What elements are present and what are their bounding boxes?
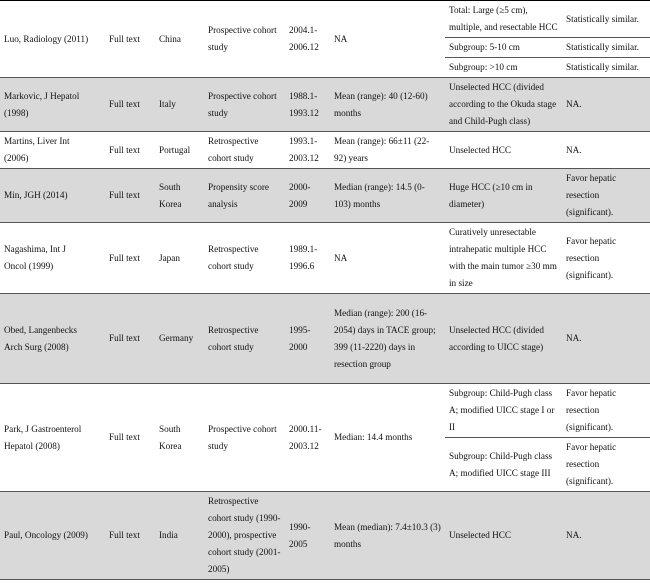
period-cell: 1995-2000 (285, 294, 330, 384)
result-cell: NA. (562, 492, 650, 580)
study-cell: Markovic, J Hepatol (1998) (0, 78, 93, 132)
availability-cell: Full text (93, 492, 155, 580)
availability-cell: Full text (93, 223, 155, 294)
period-cell: 2000.11-2003.12 (285, 384, 330, 492)
period-cell: 1990-2005 (285, 492, 330, 580)
population-cell: Total: Large (≥5 cm), multiple, and resectable HCC (445, 1, 562, 38)
table-row (0, 169, 650, 223)
period-cell: 1993.1-2003.12 (285, 132, 330, 169)
study-cell: Paul, Oncology (2009) (0, 492, 93, 580)
result-cell: NA. (562, 78, 650, 132)
population-cell: Unselected HCC (divided according to the Okuda stage and Child-Pugh class) (445, 78, 562, 132)
followup-cell: Median (range): 14.5 (0-103) months (330, 169, 445, 223)
availability-cell: Full text (93, 78, 155, 132)
availability-cell: Full text (93, 1, 155, 78)
population-cell: Subgroup: Child-Pugh class A; modified UICC stage III (445, 438, 562, 492)
availability-cell: Full text (93, 169, 155, 223)
design-cell: Retrospective cohort study (204, 223, 285, 294)
population-cell: Unselected HCC (445, 132, 562, 169)
followup-cell: Mean (median): 7.4±10.3 (3) months (330, 492, 445, 580)
period-cell: 2004.1-2006.12 (285, 1, 330, 78)
result-cell: Statistically similar. (562, 1, 650, 38)
result-cell: Statistically similar. (562, 38, 650, 58)
design-cell: Propensity score analysis (204, 169, 285, 223)
table-row (0, 1, 650, 38)
result-cell: NA. (562, 132, 650, 169)
period-cell: 1989.1-1996.6 (285, 223, 330, 294)
design-cell: Retrospective cohort study (204, 294, 285, 384)
population-cell: Huge HCC (≥10 cm in diameter) (445, 169, 562, 223)
table-row (0, 294, 650, 384)
period-cell: 2000-2009 (285, 169, 330, 223)
followup-cell: Median (range): 200 (16-2054) days in TACE group; 399 (11-2220) days in resection group (330, 294, 445, 384)
followup-cell: Mean (range): 40 (12-60) months (330, 78, 445, 132)
result-cell: Favor hepatic resection (significant). (562, 169, 650, 223)
country-cell: Japan (155, 223, 204, 294)
followup-cell: Mean (range): 66±11 (22-92) years (330, 132, 445, 169)
study-cell: Obed, Langenbecks Arch Surg (2008) (0, 294, 93, 384)
country-cell: Portugal (155, 132, 204, 169)
country-cell: South Korea (155, 169, 204, 223)
design-cell: Prospective cohort study (204, 384, 285, 492)
country-cell: South Korea (155, 384, 204, 492)
result-cell: NA. (562, 294, 650, 384)
population-cell: Unselected HCC (divided according to UICC stage) (445, 294, 562, 384)
followup-cell: NA (330, 223, 445, 294)
study-cell: Min, JGH (2014) (0, 169, 93, 223)
country-cell: Germany (155, 294, 204, 384)
availability-cell: Full text (93, 384, 155, 492)
followup-cell: NA (330, 1, 445, 78)
study-cell: Nagashima, Int J Oncol (1999) (0, 223, 93, 294)
table-row (0, 132, 650, 169)
study-cell: Park, J Gastroenterol Hepatol (2008) (0, 384, 93, 492)
population-cell: Curatively unresectable intrahepatic multiple HCC with the main tumor ≥30 mm in size (445, 223, 562, 294)
design-cell: Prospective cohort study (204, 78, 285, 132)
followup-cell: Median: 14.4 months (330, 384, 445, 492)
result-cell: Statistically similar. (562, 58, 650, 78)
availability-cell: Full text (93, 132, 155, 169)
result-cell: Favor hepatic resection (significant). (562, 438, 650, 492)
design-cell: Retrospective cohort study (1990-2000), prospective cohort study (2001-2005) (204, 492, 285, 580)
study-cell: Luo, Radiology (2011) (0, 1, 93, 78)
country-cell: India (155, 492, 204, 580)
population-cell: Subgroup: >10 cm (445, 58, 562, 78)
study-cell: Martins, Liver Int (2006) (0, 132, 93, 169)
period-cell: 1988.1-1993.12 (285, 78, 330, 132)
design-cell: Retrospective cohort study (204, 132, 285, 169)
population-cell: Unselected HCC (445, 492, 562, 580)
table-row (0, 223, 650, 294)
result-cell: Favor hepatic resection (significant). (562, 223, 650, 294)
country-cell: China (155, 1, 204, 78)
design-cell: Prospective cohort study (204, 1, 285, 78)
availability-cell: Full text (93, 294, 155, 384)
table-row (0, 384, 650, 438)
table-row (0, 78, 650, 132)
population-cell: Subgroup: 5-10 cm (445, 38, 562, 58)
country-cell: Italy (155, 78, 204, 132)
table-row (0, 492, 650, 580)
population-cell: Subgroup: Child-Pugh class A; modified UICC stage I or II (445, 384, 562, 438)
result-cell: Favor hepatic resection (significant). (562, 384, 650, 438)
